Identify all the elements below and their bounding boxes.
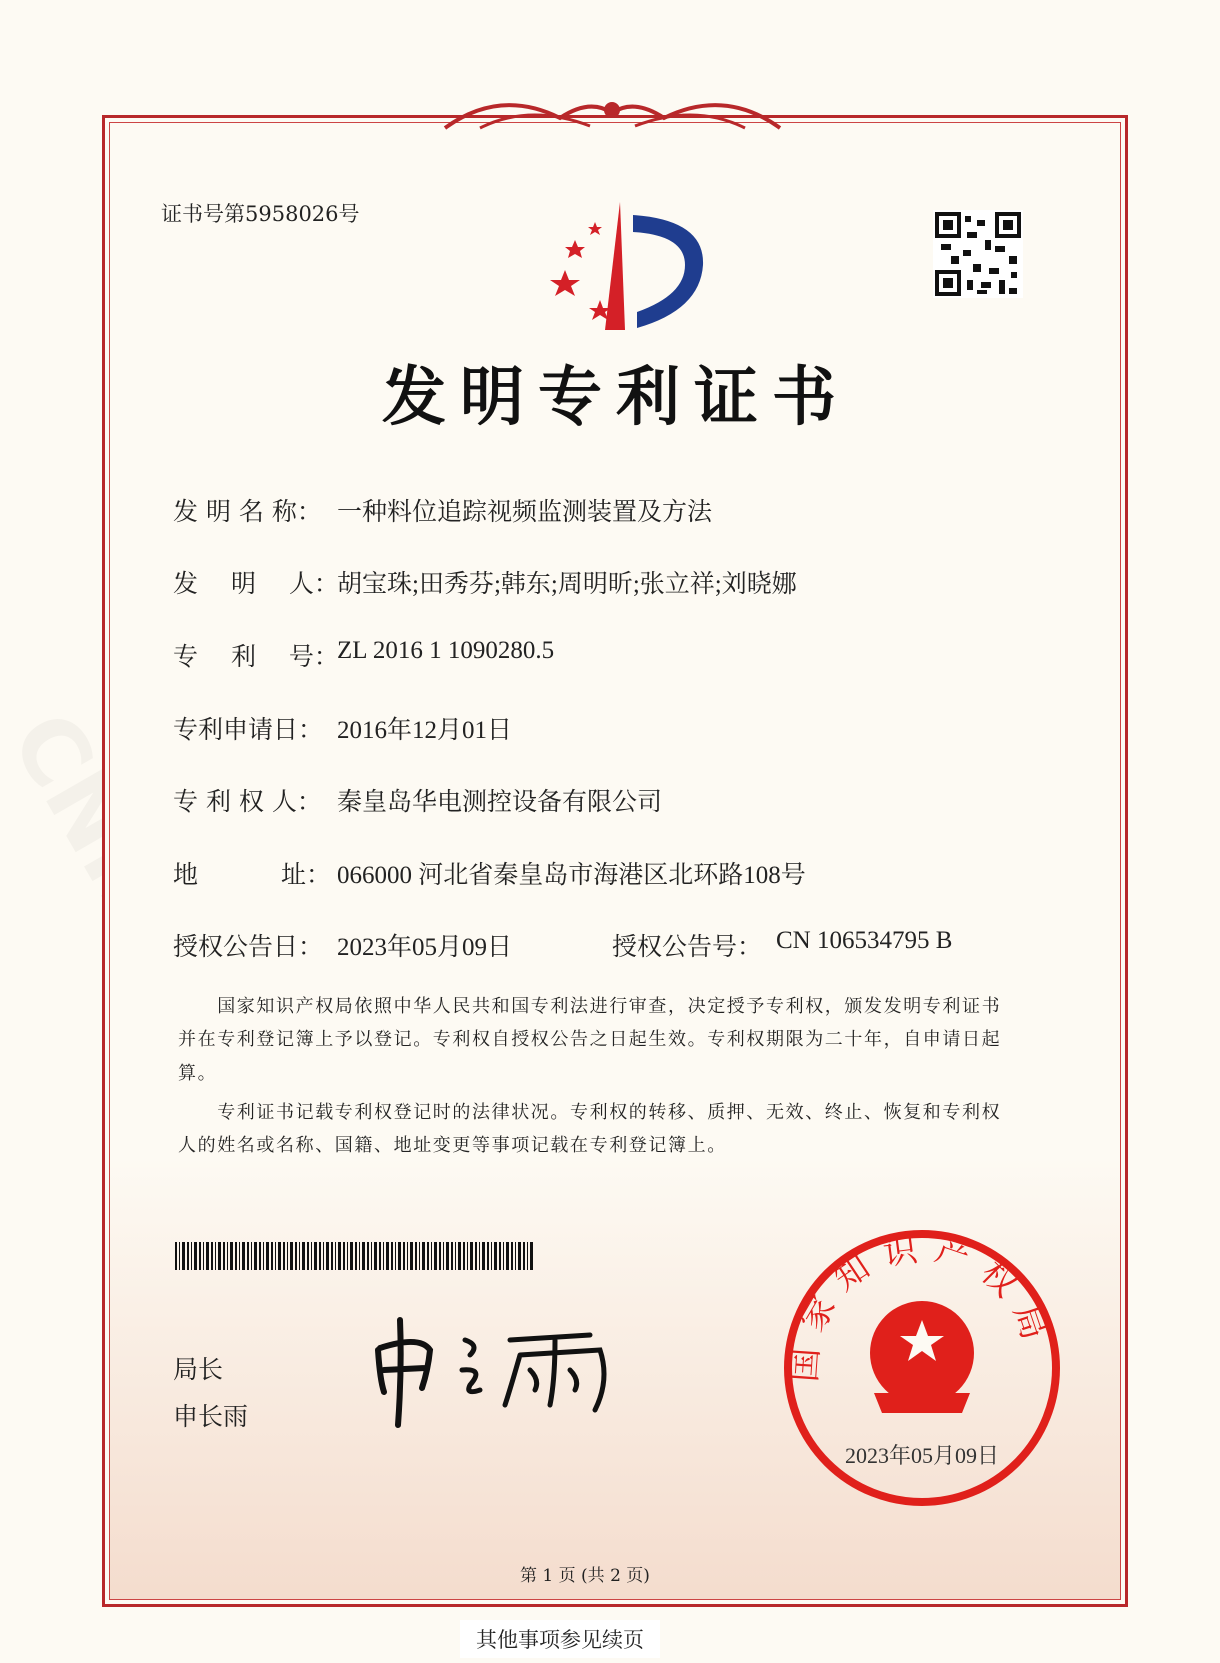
field-value-patent-number: ZL 2016 1 1090280.5 — [337, 637, 555, 664]
field-label-grant-date: 授权公告日： — [173, 932, 324, 961]
field-value-invention-name: 一种料位追踪视频监测装置及方法 — [337, 499, 713, 526]
certificate-title: 发明专利证书 — [382, 360, 850, 435]
page-indicator: 第 1 页 (共 2 页) — [520, 1566, 650, 1586]
field-value-grant-number: CN 106534795 B — [776, 927, 953, 954]
statement-line: 算。 — [178, 1063, 218, 1084]
field-value-inventors: 胡宝珠;田秀芬;韩东;周明昕;张立祥;刘晓娜 — [337, 571, 797, 598]
qr-code — [933, 210, 1023, 298]
cnipa-logo — [525, 200, 705, 335]
director-name: 申长雨 — [173, 1402, 249, 1431]
statement-line: 专利证书记载专利权登记时的法律状况。专利权的转移、质押、无效、终止、恢复和专利权 — [178, 1102, 1002, 1123]
field-label-patentee: 专 利 权 人： — [173, 787, 322, 816]
field-value-grant-date: 2023年05月09日 — [337, 934, 513, 961]
statement-line: 并在专利登记簿上予以登记。专利权自授权公告之日起生效。专利权期限为二十年，自申请日起 — [178, 1029, 1002, 1050]
field-label-inventors: 发 明 人： — [173, 569, 339, 598]
statement-line: 人的姓名或名称、国籍、地址变更等事项记载在专利登记簿上。 — [178, 1135, 727, 1156]
field-value-application-date: 2016年12月01日 — [337, 717, 513, 744]
barcode — [175, 1242, 535, 1270]
certificate-number: 证书号第5958026号 — [161, 202, 360, 226]
continuation-note: 其他事项参见续页 — [460, 1620, 660, 1658]
official-seal — [782, 1228, 1062, 1508]
statement-line: 国家知识产权局依照中华人民共和国专利法进行审查，决定授予专利权，颁发发明专利证书 — [178, 996, 1002, 1017]
field-label-application-date: 专利申请日： — [173, 715, 324, 744]
seal-date: 2023年05月09日 — [844, 1443, 1000, 1468]
handwritten-signature — [370, 1310, 630, 1430]
field-label-patent-number: 专 利 号： — [173, 642, 339, 671]
director-title: 局长 — [173, 1355, 224, 1384]
field-label-invention-name: 发 明 名 称： — [173, 497, 322, 526]
seal-text: 国家知识产权局 — [784, 1228, 1059, 1384]
field-value-address: 066000 河北省秦皇岛市海港区北环路108号 — [337, 862, 806, 889]
ornament-top — [440, 88, 785, 140]
field-label-grant-number: 授权公告号： — [612, 932, 763, 961]
field-label-address: 地 址： — [173, 860, 331, 889]
field-value-patentee: 秦皇岛华电测控设备有限公司 — [337, 789, 663, 816]
